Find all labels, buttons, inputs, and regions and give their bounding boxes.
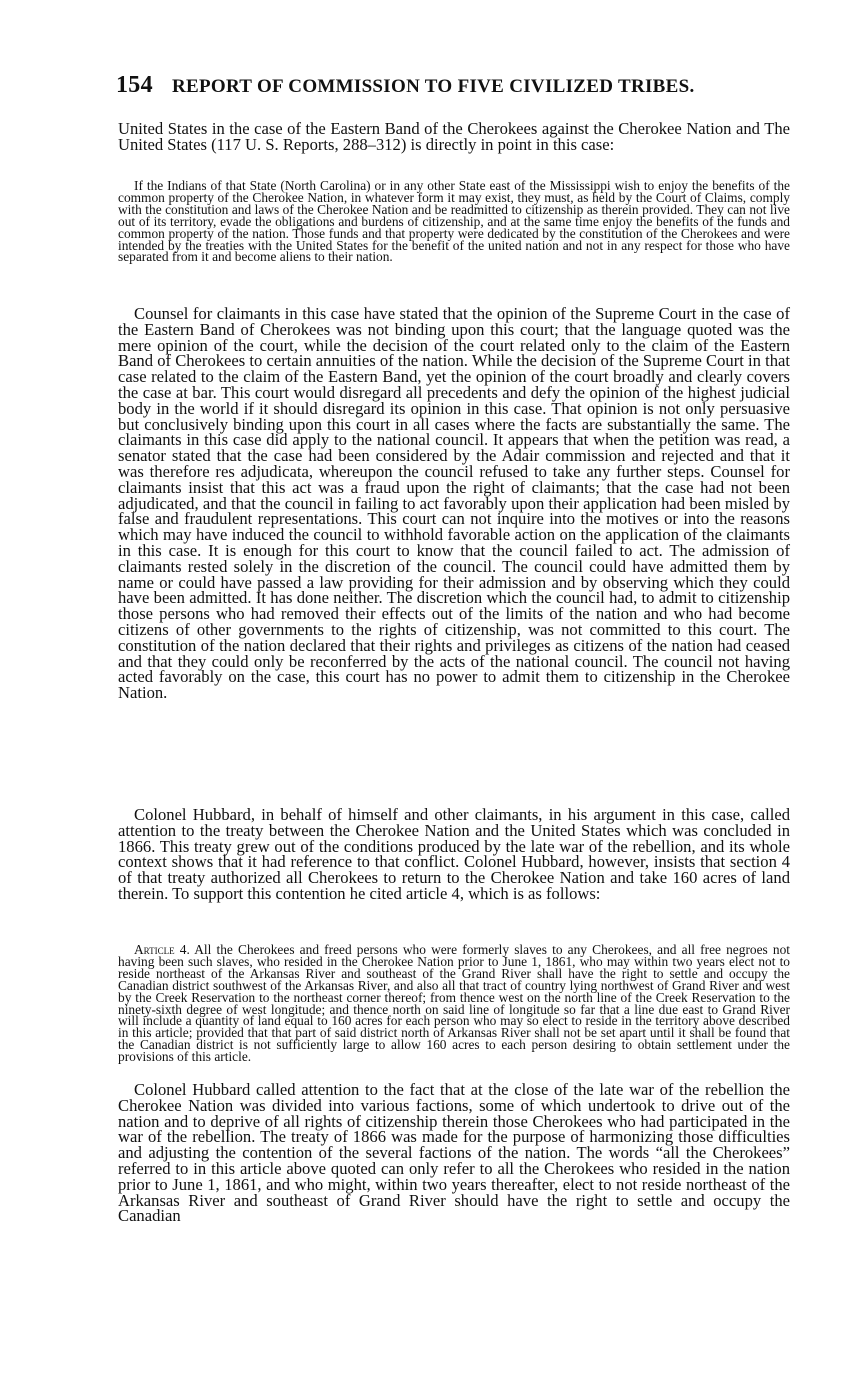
running-title: REPORT OF COMMISSION TO FIVE CIVILIZED TRIBES.	[171, 76, 695, 97]
paragraph-counsel-claimants: Counsel for claimants in this case have stated that the opinion of the Supreme Court in the case of the Eastern Band of Cherokees was not binding upon this court; that the language quoted was the mere opinion of the court, while the decision of the court related only to the claim of the Eastern Band of Cherokees to certain annuities of the nation. While the decision of the Supreme Court in that case related to the claim of the Eastern Band, yet the opinion of the court broadly and clearly covers the case at bar. This court would disregard all precedents and defy the opinion of the highest judicial body in the world if it should disregard its opinion in this case. That opinion is not only persuasive but conclusively binding upon this court in all cases where the facts are substantially the same. The claimants in this case did apply to the national council. It appears that when the petition was read, a senator stated that the case had been considered by the Adair commission and rejected and that it was therefore res adjudicata, whereupon the council refused to take any further steps. Counsel for claimants insist that this act was a fraud upon the right of claimants; that the case had not been adjudicated, and that the council in failing to act favorably upon their application had been misled by false and fraudulent representations. This court can not inquire into the motives or into the reasons which may have induced the council to withhold favorable action on the application of the claimants in this case. It is enough for this court to know that the council failed to act. The admission of claimants rested solely in the discretion of the council. The council could have admitted them by name or could have passed a law providing for their admission and by observing which they could have been admitted. It has done neither. The discretion which the council had, to admit to citizenship those persons who had removed their effects out of the limits of the nation and who had become citizens of other governments to the rights of citizenship, was not committed to this court. The constitution of the nation declared that their rights and privileges as citizens of the nation had ceased and that they could only be reconferred by the acts of the national council. The council not having acted favorably on the case, this court has no power to admit them to citizenship in the Cherokee Nation.	[118, 304, 790, 703]
paragraph-continuation: United States in the case of the Eastern Band of the Cherokees against the Cherokee Nation and The United States (117 U. S. Reports, 288–312) is directly in point in this case:	[118, 119, 790, 154]
block-quote-court-opinion: If the Indians of that State (North Carolina) or in any other State east of the Mississippi wish to enjoy the benefits of the common property of the Cherokee Nation, in whatever form it may exist, they must, as held by the Court of Claims, comply with the constitution and laws of the Cherokee Nation and be readmitted to citizenship as therein provided. They can not live out of its territory, evade the obligations and burdens of citizenship, and at the same time enjoy the benefits of the funds and common property of the nation. Those funds and that property were dedicated by the constitution of the Cherokees and were intended by the treaties with the United States for the benefit of the united nation and not in any respect for those who have separated from it and become aliens to their nation.	[118, 178, 790, 265]
article-text: All the Cherokees and freed persons who were formerly slaves to any Cherokees, and all free negroes not having been such slaves, who resided in the Cherokee Nation prior to June 1, 1861, who may within two years elect not to reside northeast of the Arkansas River and southeast of the Grand River shall have the right to settle and occupy the Canadian district southwest of the Arkansas River, and also all that tract of country lying northwest of Grand River and west by the Creek Reservation to the northeast corner thereof; from thence west on the north line of the Creek Reservation to the ninety-sixth degree of west longitude; and thence north on said line of longitude so far that a line due east to Grand River will include a quantity of land equal to 160 acres for each person who may so elect to reside in the territory above described in this article; provided that that part of said district north of Arkansas River shall not be set apart until it shall be found that the Canadian district is not sufficiently large to allow 160 acres to each person desiring to obtain settlement under the provisions of this article.	[118, 942, 791, 1065]
paragraph-colonel-hubbard: Colonel Hubbard, in behalf of himself and other claimants, in his argument in this case, called attention to the treaty between the Cherokee Nation and the United States which was concluded in 1866. This treaty grew out of the conditions produced by the late war of the rebellion, and its whole context shows that it had reference to that conflict. Colonel Hubbard, however, insists that section 4 of that treaty authorized all Cherokees to return to the Cherokee Nation and take 160 acres of land therein. To support this contention he cited article 4, which is as follows:	[118, 805, 790, 903]
page-header	[116, 72, 726, 99]
page-number: 154	[116, 72, 153, 98]
block-quote-article-4	[118, 944, 790, 1063]
article-label: Article 4.	[134, 942, 190, 957]
paragraph-factions: Colonel Hubbard called attention to the fact that at the close of the late war of the rebellion the Cherokee Nation was divided into various factions, some of which undertook to drive out of the nation and to deprive of all rights of citizenship therein those Cherokees who had participated in the war of the rebellion. The treaty of 1866 was made for the purpose of harmonizing those difficulties and adjusting the contention of the several factions of the nation. The words “all the Cherokees” referred to in this article above quoted can only refer to all the Cherokees who resided in the nation prior to June 1, 1861, and who might, within two years thereafter, elect to not reside northeast of the Arkansas River and southeast of Grand River should have the right to settle and occupy the Canadian	[118, 1080, 790, 1226]
